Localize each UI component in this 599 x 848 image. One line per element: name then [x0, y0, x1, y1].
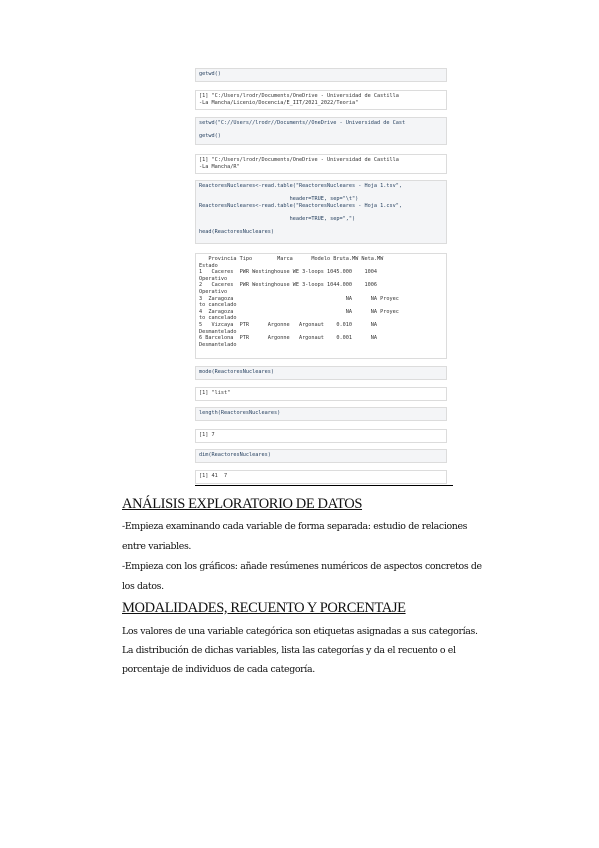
code-cell-dim: dim(ReactoresNucleares)	[195, 449, 447, 463]
paragraph-line: -Empieza con los gráficos: añade resúmenes numéricos de aspectos concretos de	[122, 561, 482, 572]
paragraph-line: La distribución de dichas variables, lista las categorías y da el recuento o el	[122, 645, 456, 656]
code-cell-mode: mode(ReactoresNucleares)	[195, 366, 447, 380]
r-console-screenshot	[195, 68, 447, 484]
paragraph-line: -Empieza examinando cada variable de forma separada: estudio de relaciones	[122, 521, 468, 532]
paragraph-line: entre variables.	[122, 541, 192, 552]
divider-line	[195, 485, 453, 486]
output-cell-getwd: [1] "C:/Users/lrodr/Documents/OneDrive - Universidad de Castilla -La Mancha/Licenio/Docencia/E_IIT/2021_2022/Teoria"	[195, 90, 447, 110]
section-heading-exploratory: ANÁLISIS EXPLORATORIO DE DATOS	[122, 496, 363, 512]
paragraph-line: los datos.	[122, 581, 164, 592]
output-cell-head: Provincia Tipo Marca Modelo Bruta.MW Neta.MW Estado 1 Caceres PWR Westinghouse WE 3-loops 1045.000 1004 Operativo 2 Caceres PWR Westinghouse WE 3-loops 1044.000 1006 Operativo 3 Zaragoza NA NA Proyec to cancelado 4 Zaragoza NA NA Proyec to cancelado 5 Vizcaya PTR Argonne Argonaut 0.010 NA Desmantelado 6 Barcelona PTR Argonne Argonaut 0.001 NA Desmantelado	[195, 253, 447, 359]
code-cell-setwd: setwd("C://Users//lrodr//Documents//OneDrive - Universidad de Cast getwd()	[195, 117, 447, 145]
code-cell-getwd: getwd()	[195, 68, 447, 82]
output-cell-mode: [1] "list"	[195, 387, 447, 401]
code-cell-read-table: ReactoresNucleares<-read.table("ReactoresNucleares - Hoja 1.tsv", header=TRUE, sep="\t") ReactoresNucleares<-read.table("ReactoresNucleares - Hoja 1.csv", header=TRUE, sep=",") head(ReactoresNucleares)	[195, 180, 447, 244]
output-cell-dim: [1] 41 7	[195, 470, 447, 484]
paragraph-line: porcentaje de individuos de cada categoría.	[122, 664, 315, 675]
output-cell-length: [1] 7	[195, 429, 447, 443]
paragraph-line: Los valores de una variable categórica son etiquetas asignadas a sus categorías.	[122, 626, 478, 637]
output-cell-getwd-2: [1] "C:/Users/lrodr/Documents/OneDrive - Universidad de Castilla -La Mancha/R"	[195, 154, 447, 174]
section-heading-modalities: MODALIDADES, RECUENTO Y PORCENTAJE	[122, 600, 406, 616]
code-cell-length: length(ReactoresNucleares)	[195, 407, 447, 421]
